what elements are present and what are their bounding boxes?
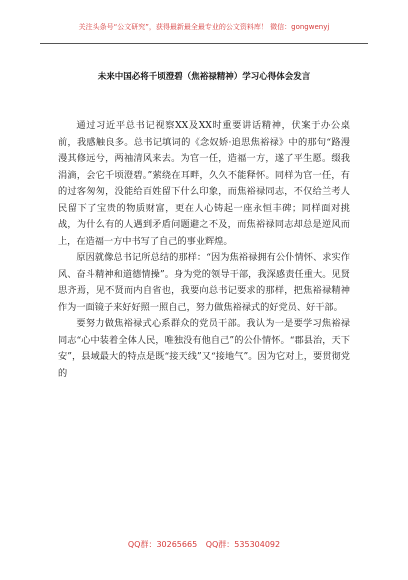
document-title: 未来中国必将千顷澄碧（焦裕禄精神）学习心得体会发言 [97, 72, 311, 82]
paragraph: 原因就像总书记所总结的那样：“因为焦裕禄拥有公仆情怀、求实作风、奋斗精神和道德情操”。身为党的领导干部，我深感责任重大。见贤思齐焉，见不贤而内自省也，我要向总书记要求的那样，把焦裕禄精神作为一面镜子来好好照一照自己，努力做焦裕禄式的好党员、好干部。 [58, 252, 350, 313]
header-divider [40, 43, 368, 44]
header-banner: 关注头条号“公文研究”，获得最新最全最专业的公文资料库！ 微信：gongwenyj [78, 23, 330, 31]
document-body [58, 118, 350, 382]
paragraph: 通过习近平总书记视察XX及XX时重要讲话精神，伏案于办公桌前，我感触良多。总书记填词的《念奴娇·追思焦裕禄》中的那句“路漫漫其修远兮，两袖清风来去。为官一任，造福一方，遂了平生愿。缀我涓滴，会它千顷澄碧。”萦绕在耳畔，久久不能释怀。同样为官一任，有的过客匆匆，没能给百姓留下什么印象，而焦裕禄同志，不仅给兰考人民留下了宝贵的物质财富，更在人心铸起一座永恒丰碑；同样面对挑战，为什么有的人遇到矛盾问题避之不及，而焦裕禄同志却总是逆风而上，在造福一方中书写了自己的事业辉煌。 [58, 120, 350, 247]
footer-qq-groups: QQ群：30265665 QQ群：535304092 [127, 540, 281, 549]
paragraph: 要努力做焦裕禄式心系群众的党员干部。我认为一是要学习焦裕禄同志“心中装着全体人民，唯独没有他自己”的公仆情怀。“郡县治，天下安”，县域最大的特点是既“接天线”又“接地气”。因为它对上，要贯彻党的 [58, 318, 350, 379]
